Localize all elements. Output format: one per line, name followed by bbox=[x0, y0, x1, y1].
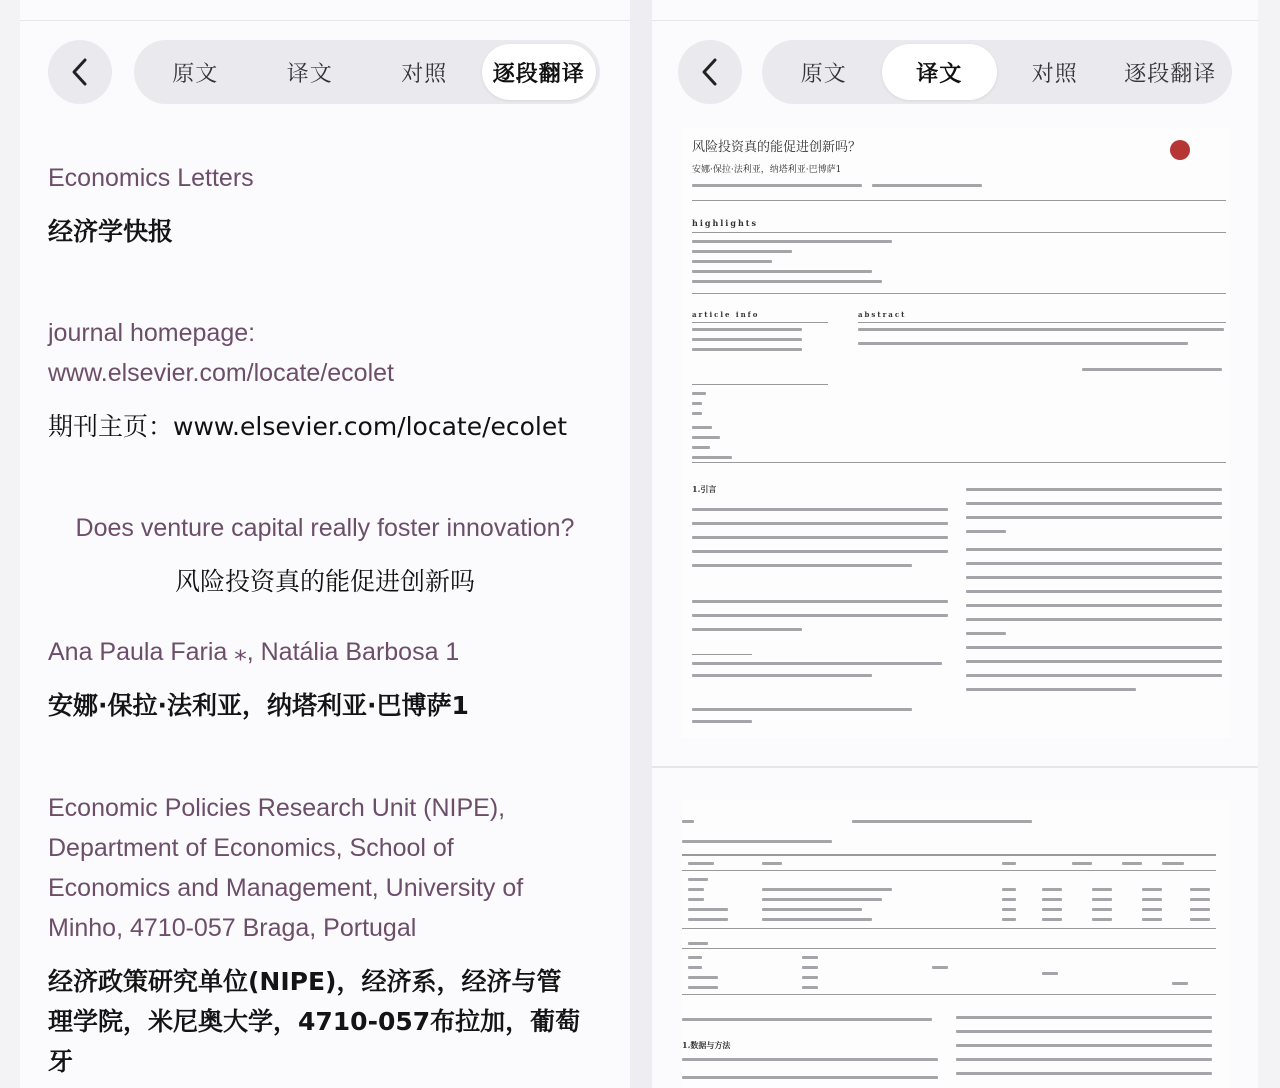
rule bbox=[682, 994, 1216, 995]
rule bbox=[692, 322, 828, 323]
view-mode-tabs bbox=[762, 40, 1232, 104]
text-line bbox=[966, 660, 1222, 663]
affiliation-en-line: Economics and Management, University of bbox=[48, 874, 524, 902]
text-line bbox=[966, 516, 1222, 519]
text-line bbox=[688, 918, 728, 921]
affiliation-en-line: Department of Economics, School of bbox=[48, 834, 454, 862]
text-line bbox=[692, 674, 872, 677]
text-line bbox=[688, 976, 718, 979]
article-info-heading: article info bbox=[692, 310, 760, 319]
tab-translation[interactable]: 译文 bbox=[286, 61, 333, 87]
rule bbox=[692, 200, 1226, 201]
rule bbox=[692, 462, 1226, 463]
translated-page-2[interactable] bbox=[682, 800, 1230, 1088]
text-line bbox=[692, 456, 732, 459]
tab-original[interactable]: 原文 bbox=[172, 61, 219, 87]
page-separator bbox=[652, 766, 1258, 768]
text-line bbox=[688, 966, 702, 969]
doc-title: 风险投资真的能促进创新吗？ bbox=[692, 140, 862, 155]
text-line bbox=[688, 898, 704, 901]
text-line bbox=[1190, 908, 1210, 911]
text-line bbox=[688, 908, 728, 911]
text-line bbox=[692, 662, 942, 665]
text-line bbox=[956, 1058, 1212, 1061]
title-zh: 风险投资真的能促进创新吗 bbox=[174, 567, 475, 596]
text-line bbox=[692, 600, 948, 603]
rule bbox=[692, 232, 1226, 233]
text-line bbox=[966, 548, 1222, 551]
rule bbox=[858, 322, 1226, 323]
text-line bbox=[1042, 888, 1062, 891]
intro-heading: 1.引言 bbox=[692, 484, 717, 494]
text-line bbox=[692, 446, 710, 449]
text-line bbox=[692, 184, 862, 187]
text-line bbox=[692, 628, 802, 631]
text-line bbox=[1092, 898, 1112, 901]
highlights-heading: highlights bbox=[692, 218, 758, 228]
text-line bbox=[966, 646, 1222, 649]
top-divider bbox=[20, 20, 630, 21]
text-line bbox=[692, 402, 702, 405]
text-line bbox=[682, 1018, 932, 1021]
panel-divider bbox=[630, 0, 652, 1088]
text-line bbox=[692, 536, 948, 539]
homepage-zh: 期刊主页：www.elsevier.com/locate/ecolet bbox=[48, 412, 568, 441]
text-line bbox=[858, 342, 1188, 345]
text-line bbox=[1162, 862, 1184, 865]
text-line bbox=[932, 966, 948, 969]
text-line bbox=[966, 576, 1222, 579]
rule bbox=[682, 928, 1216, 929]
text-line bbox=[802, 986, 818, 989]
text-line bbox=[688, 986, 718, 989]
affiliation-zh-line: 牙 bbox=[48, 1047, 74, 1076]
back-button[interactable] bbox=[678, 40, 742, 104]
text-line bbox=[762, 888, 892, 891]
text-line bbox=[692, 338, 802, 341]
text-line bbox=[682, 840, 832, 843]
text-line bbox=[688, 862, 714, 865]
text-line bbox=[692, 708, 912, 711]
text-line bbox=[1042, 898, 1062, 901]
journal-name-en: Economics Letters bbox=[48, 164, 254, 192]
rule bbox=[682, 948, 1216, 949]
text-line bbox=[956, 1030, 1212, 1033]
elsevier-logo-icon bbox=[1170, 140, 1190, 160]
text-line bbox=[966, 562, 1222, 565]
text-line bbox=[692, 240, 892, 243]
text-line bbox=[1042, 908, 1062, 911]
text-line bbox=[956, 1044, 1212, 1047]
text-line bbox=[692, 250, 792, 253]
text-line bbox=[762, 908, 862, 911]
text-line bbox=[1002, 898, 1016, 901]
text-line bbox=[682, 1058, 938, 1061]
journal-name-zh: 经济学快报 bbox=[48, 217, 174, 246]
text-line bbox=[858, 328, 1224, 331]
text-line bbox=[692, 720, 752, 723]
text-line bbox=[688, 888, 704, 891]
tab-translation[interactable]: 译文 bbox=[882, 44, 998, 100]
text-line bbox=[956, 1016, 1212, 1019]
text-line bbox=[1142, 888, 1162, 891]
view-mode-tabs bbox=[134, 40, 600, 104]
affiliation-en bbox=[48, 788, 608, 948]
chevron-left-icon bbox=[69, 57, 91, 87]
text-line bbox=[692, 508, 948, 511]
text-line bbox=[688, 942, 708, 945]
text-line bbox=[692, 426, 712, 429]
affiliation-en-line: Economic Policies Research Unit (NIPE), bbox=[48, 794, 506, 822]
left-panel bbox=[20, 0, 630, 1088]
translated-page-1[interactable] bbox=[682, 128, 1230, 738]
text-line bbox=[1190, 898, 1210, 901]
affiliation-zh-line: 理学院，米尼奥大学，4710-057布拉加，葡萄 bbox=[48, 1007, 581, 1036]
text-line bbox=[966, 604, 1222, 607]
text-line bbox=[1142, 918, 1162, 921]
affiliation-zh-line: 经济政策研究单位(NIPE)，经济系，经济与管 bbox=[48, 967, 562, 996]
text-line bbox=[1122, 862, 1142, 865]
text-line bbox=[1142, 898, 1162, 901]
text-line bbox=[1092, 918, 1112, 921]
tab-paragraph-translation[interactable]: 逐段翻译 bbox=[1124, 61, 1217, 87]
text-line bbox=[692, 280, 882, 283]
text-line bbox=[1042, 918, 1062, 921]
text-line bbox=[682, 1076, 938, 1079]
text-line bbox=[1092, 888, 1112, 891]
text-line bbox=[1092, 908, 1112, 911]
text-line bbox=[1002, 888, 1016, 891]
affiliation-zh bbox=[48, 962, 608, 1082]
rule bbox=[692, 293, 1226, 294]
rule bbox=[682, 854, 1216, 856]
affiliation-en-line: Minho, 4710-057 Braga, Portugal bbox=[48, 914, 417, 942]
text-line bbox=[692, 348, 802, 351]
text-line bbox=[1172, 982, 1188, 985]
abstract-heading: abstract bbox=[858, 310, 907, 319]
text-line bbox=[956, 1072, 1212, 1075]
text-line bbox=[1190, 918, 1210, 921]
text-line bbox=[852, 820, 1032, 823]
text-line bbox=[802, 966, 818, 969]
top-divider bbox=[652, 20, 1258, 21]
rule bbox=[692, 384, 828, 385]
text-line bbox=[688, 878, 708, 881]
text-line bbox=[692, 564, 912, 567]
authors-en: Ana Paula Faria ⁎, Natália Barbosa 1 bbox=[48, 638, 460, 666]
text-line bbox=[966, 618, 1222, 621]
text-line bbox=[692, 614, 948, 617]
right-panel bbox=[652, 0, 1258, 1088]
text-line bbox=[692, 270, 872, 273]
text-line bbox=[692, 260, 772, 263]
text-line bbox=[966, 530, 1006, 533]
text-line bbox=[692, 328, 802, 331]
tab-compare[interactable]: 对照 bbox=[1031, 61, 1078, 87]
homepage-url-en[interactable]: www.elsevier.com/locate/ecolet bbox=[48, 359, 394, 387]
text-line bbox=[1042, 972, 1058, 975]
rule bbox=[682, 870, 1216, 871]
section-heading: 1.数据与方法 bbox=[682, 1040, 731, 1050]
tab-paragraph-translation[interactable]: 逐段翻译 bbox=[482, 44, 597, 100]
homepage-label-en: journal homepage: bbox=[48, 319, 256, 347]
tab-compare[interactable]: 对照 bbox=[401, 61, 448, 87]
text-line bbox=[802, 976, 818, 979]
text-line bbox=[1082, 368, 1222, 371]
text-line bbox=[966, 688, 1136, 691]
text-line bbox=[688, 956, 702, 959]
text-line bbox=[1002, 862, 1016, 865]
chevron-left-icon bbox=[699, 57, 721, 87]
title-en: Does venture capital really foster innovation? bbox=[75, 514, 575, 542]
text-line bbox=[872, 184, 982, 187]
tab-original[interactable]: 原文 bbox=[800, 61, 847, 87]
text-line bbox=[692, 412, 702, 415]
authors-zh: 安娜·保拉·法利亚，纳塔利亚·巴博萨1 bbox=[48, 691, 469, 720]
text-line bbox=[1072, 862, 1092, 865]
text-line bbox=[692, 436, 720, 439]
text-line bbox=[682, 820, 694, 823]
text-line bbox=[966, 502, 1222, 505]
text-line bbox=[692, 392, 706, 395]
text-line bbox=[1002, 918, 1016, 921]
text-line bbox=[966, 674, 1222, 677]
back-button[interactable] bbox=[48, 40, 112, 104]
text-line bbox=[1002, 908, 1016, 911]
text-line bbox=[802, 956, 818, 959]
text-line bbox=[1190, 888, 1210, 891]
text-line bbox=[966, 590, 1222, 593]
text-line bbox=[1142, 908, 1162, 911]
text-line bbox=[966, 632, 1006, 635]
text-line bbox=[966, 488, 1222, 491]
text-line bbox=[692, 522, 948, 525]
text-line bbox=[762, 862, 782, 865]
text-line bbox=[762, 918, 872, 921]
rule bbox=[692, 654, 752, 655]
text-line bbox=[692, 550, 948, 553]
doc-authors: 安娜·保拉·法利亚，纳塔利亚·巴博萨1 bbox=[692, 165, 842, 175]
text-line bbox=[762, 898, 882, 901]
